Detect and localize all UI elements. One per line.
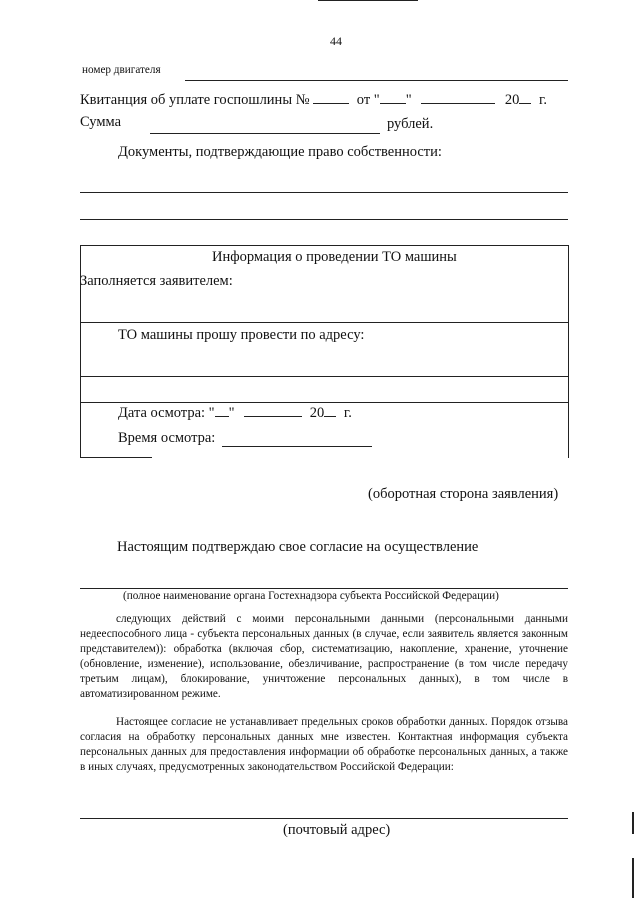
consent-paragraph-2 <box>80 715 568 775</box>
receipt-from-label: от " <box>356 92 380 108</box>
authority-caption: (полное наименование органа Гостехнадзора субъекта Российской Федерации) <box>123 590 499 602</box>
inspection-address-line-1[interactable] <box>80 376 568 377</box>
ownership-docs-line-1[interactable] <box>80 192 568 193</box>
inspection-time-label: Время осмотра: <box>118 430 216 446</box>
inspection-divider-1 <box>80 322 568 323</box>
consent-paragraph-1-text: следующих действий с моими персональными данными (персональными данными недееспособного лица - субъекта персональных данных (в случае, если заявитель является законным представителем)): обработка (включая сбор, систематизацию, накопление, хранение, уточнение (обновление, изменение), использование, обезличивание, распространение (в том числе передачу третьим лицам), блокирование, уничтожение персональных данных), в том числе в автоматизированном режиме. <box>80 613 568 700</box>
receipt-year-field[interactable] <box>519 90 531 104</box>
receipt-row <box>80 90 547 109</box>
receipt-year-suffix: г. <box>539 92 547 108</box>
receipt-day-field[interactable] <box>380 90 406 104</box>
engine-number-label: номер двигателя <box>82 64 161 76</box>
postal-address-field[interactable] <box>80 818 568 819</box>
reverse-side-caption: (оборотная сторона заявления) <box>368 486 559 502</box>
receipt-quote: " <box>405 92 412 108</box>
inspection-year-suffix: г. <box>343 405 352 421</box>
inspection-month-field[interactable] <box>244 403 302 417</box>
receipt-year-prefix: 20 <box>504 92 520 108</box>
sum-field[interactable] <box>150 133 380 134</box>
inspection-box-bottom <box>80 457 152 458</box>
receipt-month-field[interactable] <box>421 90 495 104</box>
ownership-docs-line-2[interactable] <box>80 219 568 220</box>
inspection-date-label: Дата осмотра: " <box>118 405 215 421</box>
inspection-year-prefix: 20 <box>309 405 325 421</box>
inspection-year-field[interactable] <box>324 403 336 417</box>
consent-paragraph-1 <box>80 612 568 702</box>
inspection-box-right <box>568 245 569 458</box>
postal-caption: (почтовый адрес) <box>283 822 391 838</box>
scan-artifact-right-1 <box>632 812 634 834</box>
receipt-number-field[interactable] <box>313 90 349 104</box>
inspection-title: Информация о проведении ТО машины <box>212 249 457 265</box>
inspection-time-field[interactable] <box>222 446 372 447</box>
inspection-date-row <box>118 403 352 422</box>
engine-number-line[interactable] <box>185 80 568 81</box>
consent-paragraph-2-text: Настоящее согласие не устанавливает предельных сроков обработки данных. Порядок отзыва согласия на обработку персональных данных мне известен. Контактная информация субъекта персональных данных для предоставления информации об обработке персональных данных, а также в иных случаях, предусмотренных законодательством Российской Федерации: <box>80 716 568 773</box>
inspection-date-quote: " <box>228 405 235 421</box>
scan-artifact-top <box>318 0 418 1</box>
sum-currency: рублей. <box>387 116 434 132</box>
inspection-day-field[interactable] <box>215 403 229 417</box>
page-number: 44 <box>330 34 342 48</box>
consent-intro: Настоящим подтверждаю свое согласие на осуществление <box>117 539 479 555</box>
inspection-box-top <box>80 245 568 246</box>
scan-artifact-right-2 <box>632 858 634 898</box>
sum-label: Сумма <box>80 114 122 130</box>
inspection-address-label: ТО машины прошу провести по адресу: <box>118 327 365 343</box>
authority-name-field[interactable] <box>80 588 568 589</box>
ownership-docs-label: Документы, подтверждающие право собственности: <box>118 144 442 160</box>
receipt-label: Квитанция об уплате госпошлины № <box>80 92 310 108</box>
inspection-filled-by: Заполняется заявителем: <box>80 273 233 289</box>
